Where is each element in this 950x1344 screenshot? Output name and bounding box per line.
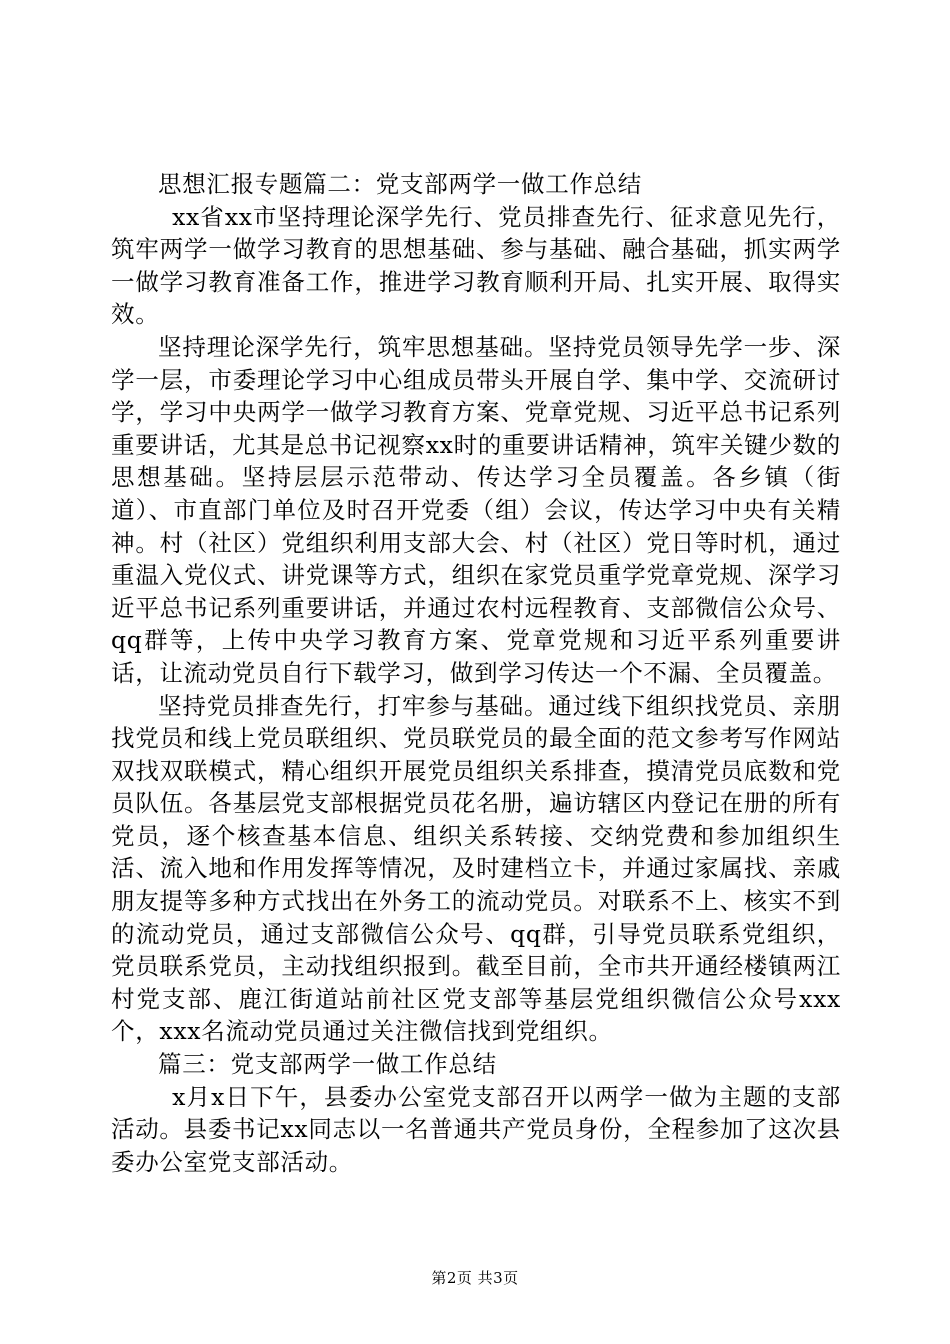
paragraph-branch-activity: x月x日下午，县委办公室党支部召开以两学一做为主题的支部活动。县委书记xx同志以一名普通共产党员身份，全程参加了这次县委办公室党支部活动。 — [111, 1082, 841, 1176]
page-number-footer: 第2页 共3页 — [431, 1269, 519, 1287]
document-body — [111, 168, 841, 1178]
paragraph-intro: xx省xx市坚持理论深学先行、党员排查先行、征求意见先行，筑牢两学一做学习教育的思想基础、参与基础、融合基础，抓实两学一做学习教育准备工作，推进学习教育顺利开局、扎实开展、取得实效。 — [111, 202, 841, 329]
paragraph-theory-study: 坚持理论深学先行，筑牢思想基础。坚持党员领导先学一步、深学一层，市委理论学习中心组成员带头开展自学、集中学、交流研讨学，学习中央两学一做学习教育方案、党章党规、习近平总书记系列重要讲话，尤其是总书记视察xx时的重要讲话精神，筑牢关键少数的思想基础。坚持层层示范带动、传达学习全员覆盖。各乡镇（街道）、市直部门单位及时召开党委（组）会议，传达学习中央有关精神。村（社区）党组织利用支部大会、村（社区）党日等时机，通过重温入党仪式、讲党课等方式，组织在家党员重学党章党规、深学习近平总书记系列重要讲话，并通过农村远程教育、支部微信公众号、qq群等，上传中央学习教育方案、党章党规和习近平系列重要讲话，让流动党员自行下载学习，做到学习传达一个不漏、全员覆盖。 — [111, 332, 841, 687]
section-heading-part-three: 篇三：党支部两学一做工作总结 — [158, 1050, 497, 1079]
section-heading-part-two: 思想汇报专题篇二：党支部两学一做工作总结 — [158, 170, 642, 198]
paragraph-member-check: 坚持党员排查先行，打牢参与基础。通过线下组织找党员、亲朋找党员和线上党员联组织、党员联党员的最全面的范文参考写作网站双找双联模式，精心组织开展党员组织关系排查，摸清党员底数和党员队伍。各基层党支部根据党员花名册，遍访辖区内登记在册的所有党员，逐个核查基本信息、组织关系转接、交纳党费和参加组织生活、流入地和作用发挥等情况，及时建档立卡，并通过家属找、亲戚朋友提等多种方式找出在外务工的流动党员。对联系不上、核实不到的流动党员，通过支部微信公众号、qq群，引导党员联系党组织，党员联系党员，主动找组织报到。截至目前，全市共开通经楼镇两江村党支部、鹿江街道站前社区党支部等基层党组织微信公众号xxx个，xxx名流动党员通过关注微信找到党组织。 — [111, 691, 841, 1046]
